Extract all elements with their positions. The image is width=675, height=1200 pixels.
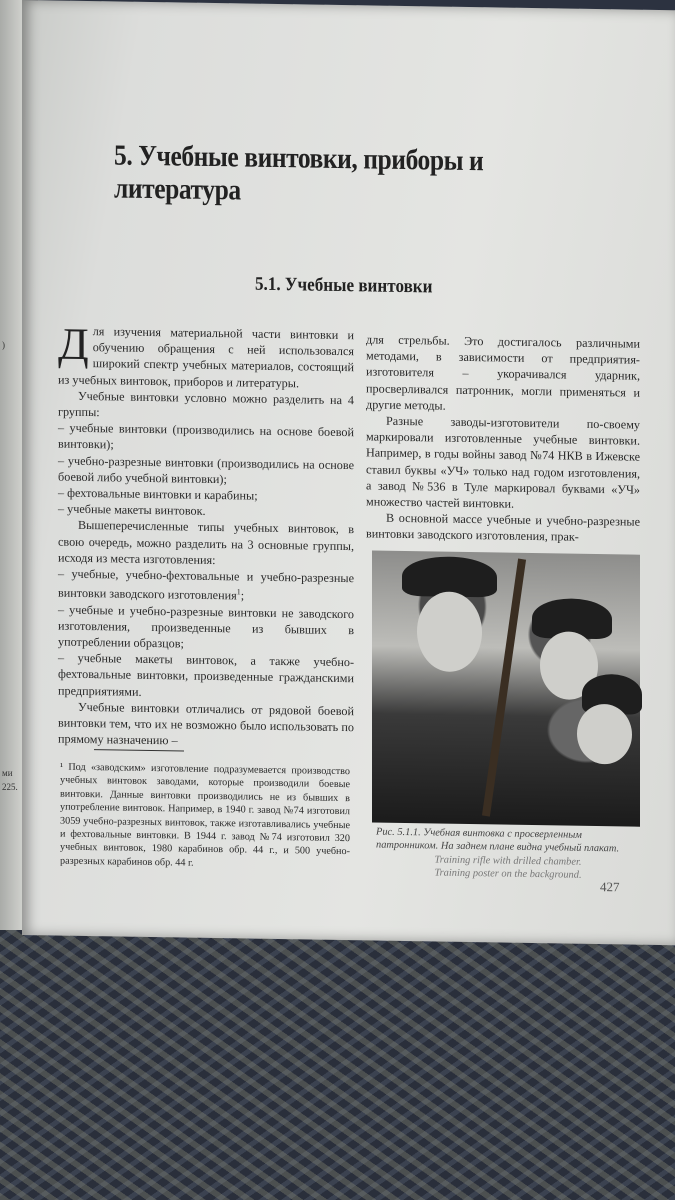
- paragraph: Учебные винтовки условно можно разделить на 4 группы:: [58, 388, 354, 420]
- rifle: [482, 559, 526, 817]
- list-item-text: ;: [240, 588, 245, 603]
- face: [577, 704, 632, 765]
- intro-paragraph: [58, 318, 354, 392]
- chapter-title: 5. Учебные винтовки, приборы и литература: [114, 139, 484, 207]
- list-item: [58, 566, 354, 606]
- caption-en-line: Training rifle with drilled chamber.: [434, 854, 582, 868]
- list-item: – учебные макеты винтовок, а также учебно-фехтовальные винтовки, произведенные гражданскими предприятиями.: [58, 650, 354, 699]
- section-title: 5.1. Учебные винтовки: [255, 273, 433, 298]
- paragraph: Разные заводы-изготовители по-своему маркировали изготовленные учебные винтовки. Например, в годы войны завод №74 НКВ в Ижевске ставил буквы «УЧ» только над годом изготовления, а завод №536 в Туле маркировал буквами «УЧ» множество частей винтовки.: [366, 413, 640, 511]
- list-item: – учебные винтовки (производились на основе боевой винтовки);: [58, 420, 354, 452]
- list-item: – учебные макеты винтовок.: [58, 501, 206, 519]
- facing-page-fragment: 225.: [2, 782, 18, 792]
- list-item: – фехтовальные винтовки и карабины;: [58, 485, 258, 503]
- list-item: – учебно-разрезные винтовки (производились на основе боевой либо учебной винтовки);: [58, 453, 354, 487]
- list-item-text: – учебные, учебно-фехтовальные и учебно-разрезные винтовки заводского изготовления: [58, 566, 354, 603]
- intro-text: ля изучения материальной части винтовки и обучению обращения с ней использовался широкий спектр учебных материалов, состоящий из учебных винтовок, приборов и литературы.: [58, 324, 354, 390]
- caption-en-line: Training poster on the background.: [434, 867, 582, 881]
- facing-page-fragment: ): [2, 340, 5, 350]
- book-page: [22, 0, 675, 945]
- footnote: ¹ Под «заводским» изготовление подразумевается производство учебных винтовок заводами, которые производили боевые винтовки. Данные винтовки производились не из бывших в употребление винтовок. Например, в 1940 г. завод №74 изготовил 3059 учебно-разрезных винтовок, также изготавливались учебные и фехтовальные винтовки. В 1944 г. завод №74 изготовил 320 учебных винтовок, 1980 карабинов обр. 44 г., и 500 учебно-разрезных карабинов обр. 44 г.: [60, 761, 350, 869]
- facing-page-edge: [0, 0, 22, 930]
- footnote-rule: [94, 749, 184, 751]
- paragraph: для стрельбы. Это достигалось различными методами, в зависимости от предприятия-изготовителя – укорачивался ударник, просверливался патронник, могли применяться и другие методы.: [366, 332, 640, 413]
- list-item: – учебные и учебно-разрезные винтовки не заводского изготовления, произведенные из бывших в употреблении образцов;: [58, 602, 354, 651]
- left-text-column: [58, 318, 354, 752]
- photo-caption-ru: Рис. 5.1.1. Учебная винтовка с просверленным патронником. На заднем плане видна учебный плакат.: [376, 826, 620, 855]
- page-number: 427: [600, 879, 620, 895]
- paragraph: В основной массе учебные и учебно-разрезные винтовки заводского изготовления, прак-: [366, 510, 640, 545]
- historical-photo: [372, 550, 640, 826]
- right-text-column: [366, 331, 640, 546]
- paragraph: Вышеперечисленные типы учебных винтовок, в свою очередь, можно разделить на 3 основные группы, исходя из места изготовления:: [58, 518, 354, 567]
- footnote-mark: 1: [236, 587, 241, 597]
- drop-cap: Д: [58, 318, 89, 370]
- facing-page-fragment: ми: [2, 768, 13, 778]
- face: [417, 591, 482, 672]
- fabric-background: [0, 900, 675, 1200]
- paragraph: Учебные винтовки отличались от рядовой боевой винтовки тем, что их не возможно было использовать по прямому назначению –: [58, 699, 354, 748]
